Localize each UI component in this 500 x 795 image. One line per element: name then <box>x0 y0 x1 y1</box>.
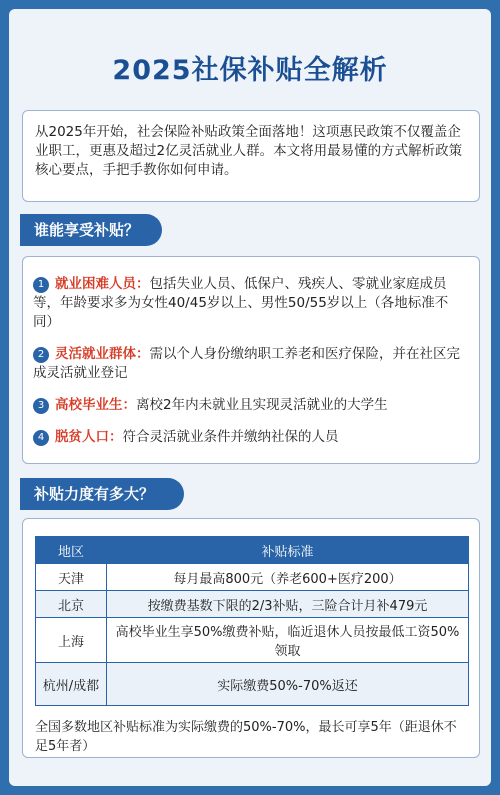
table-row <box>36 663 469 706</box>
eligibility-item <box>33 345 467 383</box>
section-subsidy-heading: 补贴力度有多大？ <box>20 478 184 510</box>
eligibility-item <box>33 428 467 447</box>
table-header-row <box>36 537 469 564</box>
item-text: 离校2年内未就业且实现灵活就业的大学生 <box>136 397 388 413</box>
item-label: 就业困难人员： <box>55 276 150 292</box>
subsidy-note: 全国多数地区补贴标准为实际缴费的50%-70%，最长可享5年（距退休不足5年者） <box>35 720 457 754</box>
item-number-badge: 3 <box>33 398 49 414</box>
region-cell: 上海 <box>36 618 107 663</box>
item-number-badge: 1 <box>33 277 49 293</box>
subsidy-table <box>35 536 469 706</box>
standard-cell: 按缴费基数下限的2/3补贴，三险合计月补479元 <box>107 591 469 618</box>
subsidy-card <box>22 518 480 758</box>
item-text: 包括失业人员、低保户、残疾人、零就业家庭成员等，年龄要求多为女性40/45岁以上、男性50/55岁以上（各地标准不同） <box>33 276 449 330</box>
table-row <box>36 564 469 591</box>
intro-text: 从2025年开始，社会保险补贴政策全面落地！这项惠民政策不仅覆盖企业职工，更惠及超过2亿灵活就业人群。本文将用最易懂的方式解析政策核心要点，手把手教你如何申请。 <box>35 124 463 178</box>
item-text: 需以个人身份缴纳职工养老和医疗保险，并在社区完成灵活就业登记 <box>33 346 460 381</box>
intro-card <box>22 110 480 202</box>
item-label: 脱贫人口： <box>55 429 123 445</box>
page-title: 2025社保补贴全解析 <box>112 55 388 86</box>
standard-cell: 每月最高800元（养老600+医疗200） <box>107 564 469 591</box>
eligibility-card <box>22 256 480 464</box>
item-label: 灵活就业群体： <box>55 346 150 362</box>
item-label: 高校毕业生： <box>55 397 136 413</box>
region-cell: 天津 <box>36 564 107 591</box>
item-text: 符合灵活就业条件并缴纳社保的人员 <box>122 429 339 445</box>
standard-cell: 高校毕业生享50%缴费补贴，临近退休人员按最低工资50%领取 <box>107 618 469 663</box>
table-row <box>36 591 469 618</box>
column-header-region: 地区 <box>36 537 107 564</box>
item-number-badge: 2 <box>33 347 49 363</box>
table-row <box>36 618 469 663</box>
eligibility-item <box>33 275 467 332</box>
section-eligibility-heading: 谁能享受补贴？ <box>20 214 162 246</box>
region-cell: 北京 <box>36 591 107 618</box>
eligibility-item <box>33 396 467 415</box>
column-header-standard: 补贴标准 <box>107 537 469 564</box>
region-cell: 杭州/成都 <box>36 663 107 706</box>
item-number-badge: 4 <box>33 430 49 446</box>
standard-cell: 实际缴费50%-70%返还 <box>107 663 469 706</box>
